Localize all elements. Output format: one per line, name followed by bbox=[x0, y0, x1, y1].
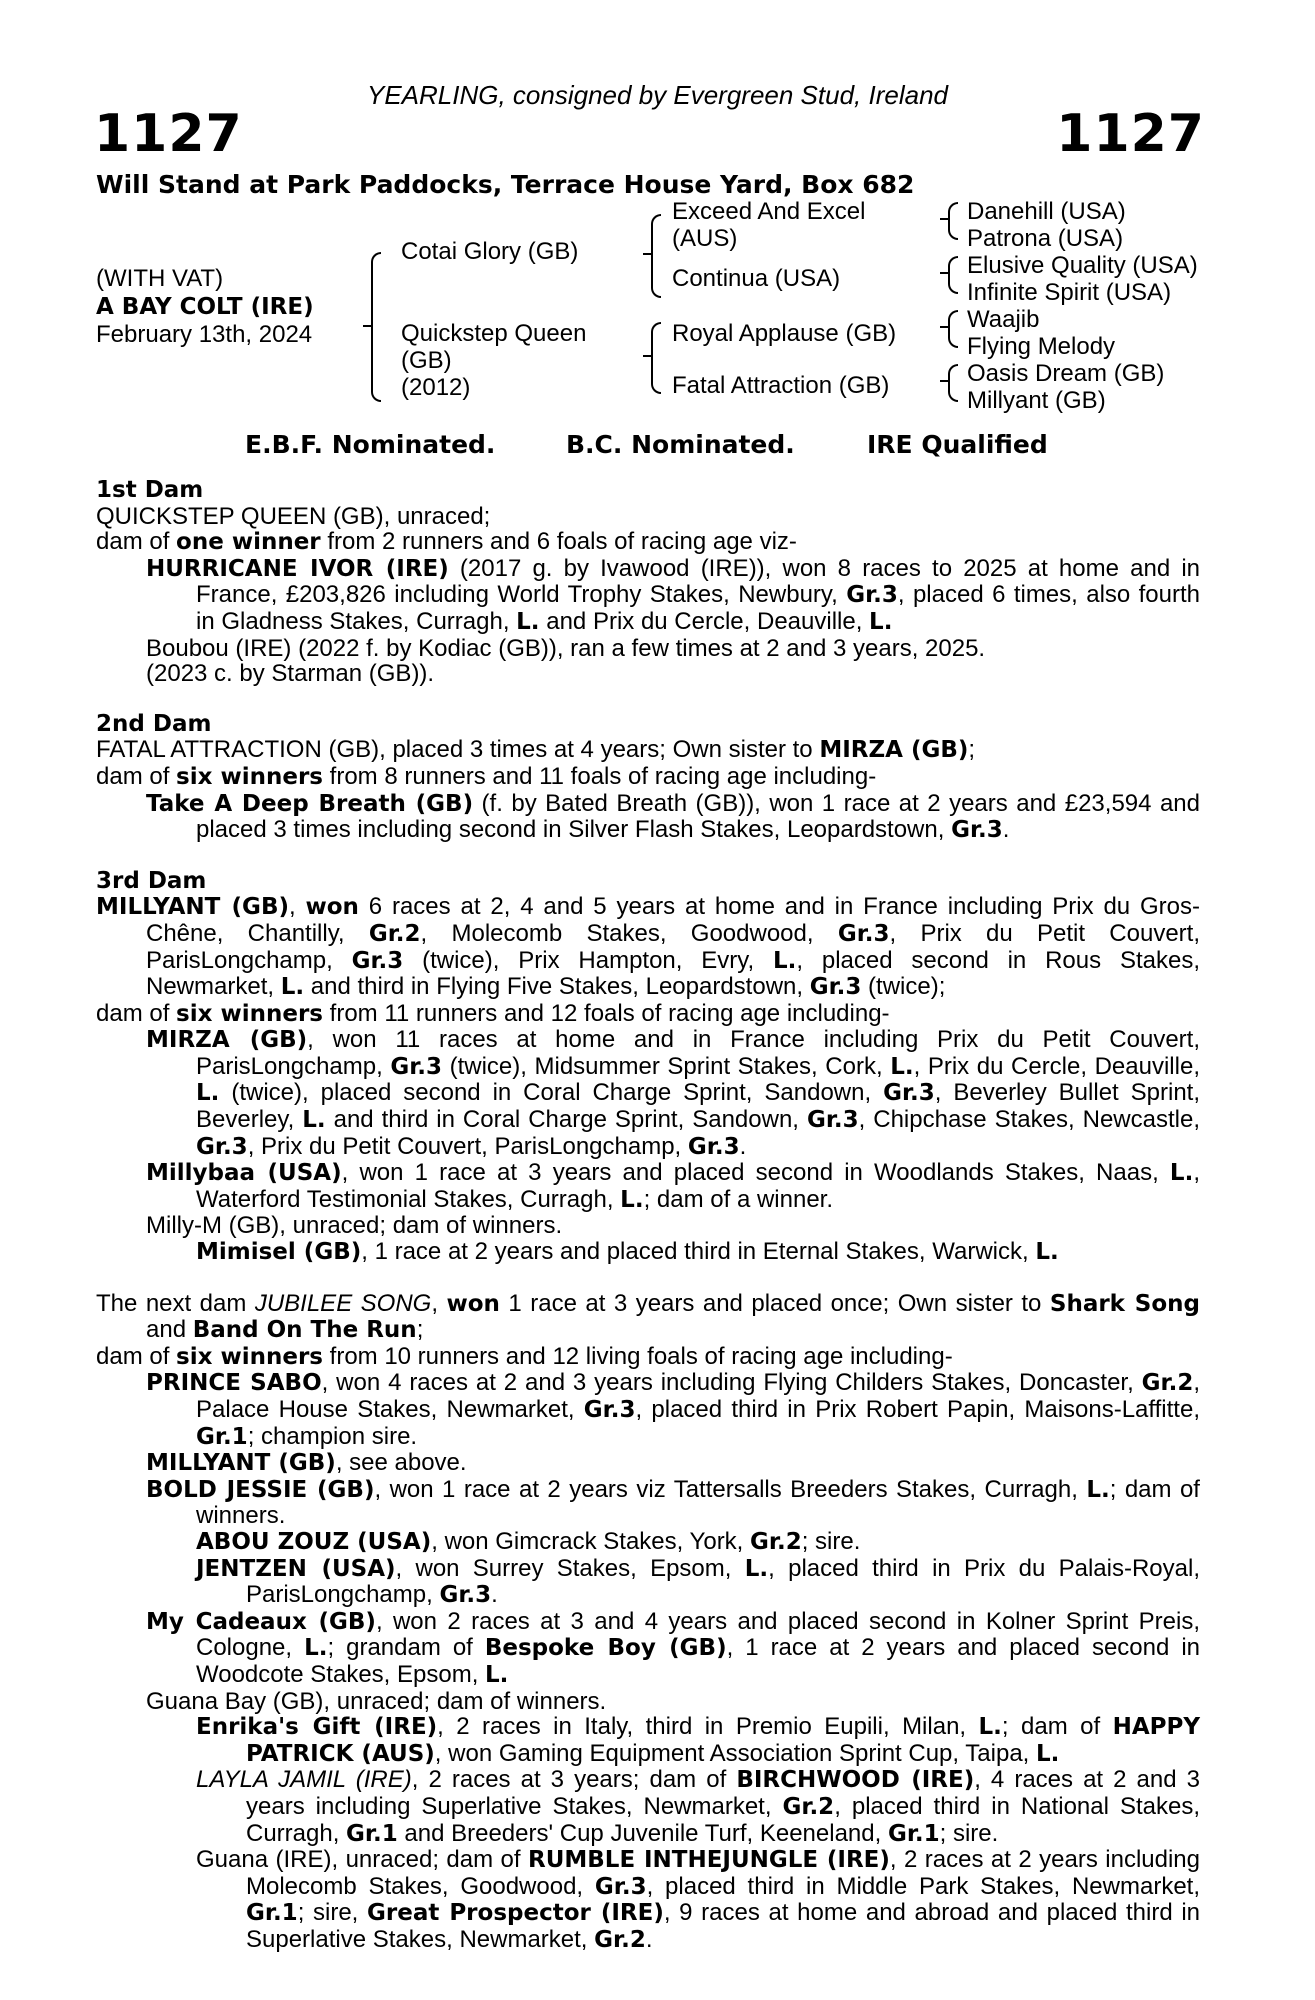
sss: Danehill (USA) bbox=[967, 198, 1126, 225]
progeny-jentzen: JENTZEN (USA), won Surrey Stakes, Epsom, L., placed third in Prix du Palais-Royal, ParisLongchamp, Gr.3. bbox=[196, 1554, 1200, 1609]
dam-sire: Royal Applause (GB) bbox=[672, 320, 897, 347]
sire-sire-1: Exceed And Excel bbox=[672, 198, 866, 225]
foaling-date: February 13th, 2024 bbox=[96, 321, 313, 348]
bc-nomination: B.C. Nominated. bbox=[566, 430, 795, 459]
vat-note: (WITH VAT) bbox=[96, 265, 224, 292]
sire: Cotai Glory (GB) bbox=[401, 238, 579, 265]
progeny-guana: Guana (IRE), unraced; dam of RUMBLE INTHEJUNGLE (IRE), 2 races at 2 years including Molecomb Stakes, Goodwood, Gr.3, placed third in Middle Park Stakes, Newmarket, Gr.1; sire, Great Prospector (IRE), 9 races at home and abroad and placed third in Superlative Stakes, Newmarket, Gr.2. bbox=[196, 1846, 1200, 1953]
brace-sire-point bbox=[643, 253, 651, 255]
dds: Oasis Dream (GB) bbox=[967, 360, 1165, 387]
third-dam-summary: dam of six winners from 11 runners and 12 foals of racing age including- bbox=[96, 999, 890, 1027]
brace-g3-4-point bbox=[940, 380, 948, 382]
brace-g3-3 bbox=[948, 310, 958, 348]
ddd: Millyant (GB) bbox=[967, 387, 1106, 414]
next-dam-line: The next dam JUBILEE SONG, won 1 race at 3 years and placed once; Own sister to Shark Song and Band On The Run; bbox=[96, 1289, 1200, 1344]
brace-sire bbox=[651, 214, 661, 298]
brace-g3-4 bbox=[948, 364, 958, 402]
second-dam-heading: 2nd Dam bbox=[96, 710, 212, 737]
first-dam-heading: 1st Dam bbox=[96, 477, 204, 503]
sds: Elusive Quality (USA) bbox=[967, 252, 1198, 279]
progeny-abou-zouz: ABOU ZOUZ (USA), won Gimcrack Stakes, York, Gr.2; sire. bbox=[196, 1527, 861, 1555]
progeny-enrikas-gift: Enrika's Gift (IRE), 2 races in Italy, third in Premio Eupili, Milan, L.; dam of HAPPY PATRICK (AUS), won Gaming Equipment Association Sprint Cup, Taipa, L. bbox=[196, 1713, 1201, 1767]
brace-g3-3-point bbox=[940, 326, 948, 328]
brace-dam bbox=[651, 322, 661, 394]
dam-dam: Fatal Attraction (GB) bbox=[672, 372, 890, 399]
next-dam-summary: dam of six winners from 10 runners and 12 living foals of racing age including- bbox=[96, 1342, 953, 1370]
horse-name: A BAY COLT (IRE) bbox=[96, 294, 314, 320]
progeny-millyant: MILLYANT (GB), see above. bbox=[146, 1449, 467, 1477]
progeny-bold-jessie: BOLD JESSIE (GB), won 1 race at 2 years viz Tattersalls Breeders Stakes, Curragh, L.; dam of winners. bbox=[146, 1475, 1200, 1530]
third-dam-heading: 3rd Dam bbox=[96, 867, 207, 894]
stand-location: Will Stand at Park Paddocks, Terrace House Yard, Box 682 bbox=[96, 170, 915, 199]
brace-g3-2 bbox=[948, 256, 958, 294]
second-dam-line: FATAL ATTRACTION (GB), placed 3 times at 4 years; Own sister to MIRZA (GB); bbox=[96, 736, 976, 764]
dam-line-1: Quickstep Queen bbox=[401, 320, 587, 347]
progeny-my-cadeaux: My Cadeaux (GB), won 2 races at 3 and 4 years and placed second in Kolner Sprint Preis, Cologne, L.; grandam of Bespoke Boy (GB), 1 race at 2 years and placed second in Woodcote Stakes, Epsom, L. bbox=[146, 1607, 1200, 1688]
brace-gen1 bbox=[371, 252, 381, 402]
ire-qualified: IRE Qualified bbox=[867, 430, 1048, 459]
sdd: Infinite Spirit (USA) bbox=[967, 279, 1172, 306]
progeny-millybaa: Millybaa (USA), won 1 race at 3 years and placed second in Woodlands Stakes, Naas, L., Waterford Testimonial Stakes, Curragh, L.; dam of a winner. bbox=[146, 1159, 1200, 1213]
progeny-milly-m: Milly-M (GB), unraced; dam of winners. bbox=[146, 1212, 563, 1240]
third-dam-line: MILLYANT (GB), won 6 races at 2, 4 and 5 years at home and in France including Prix du Gros-Chêne, Chantilly, Gr.2, Molecomb Stakes, Goodwood, Gr.3, Prix du Petit Couvert, ParisLongchamp, Gr.3 (twice), Prix Hampton, Evry, L., placed second in Rous Stakes, Newmarket, L. and third in Flying Five Stakes, Leopardstown, Gr.3 (twice); bbox=[96, 893, 1201, 1001]
progeny-2023-colt: (2023 c. by Starman (GB)). bbox=[146, 660, 435, 688]
progeny-boubou: Boubou (IRE) (2022 f. by Kodiac (GB)), ran a few times at 2 and 3 years, 2025. bbox=[146, 634, 986, 662]
sire-dam: Continua (USA) bbox=[672, 265, 841, 292]
progeny-hurricane-ivor: HURRICANE IVOR (IRE) (2017 g. by Ivawood (IRE)), won 8 races to 2025 at home and in France, £203,826 including World Trophy Stakes, Newbury, Gr.3, placed 6 times, also fourth in Gladness Stakes, Curragh, L. and Prix du Cercle, Deauville, L. bbox=[146, 554, 1201, 635]
ssd: Patrona (USA) bbox=[967, 225, 1124, 252]
brace-g3-1 bbox=[948, 202, 958, 240]
progeny-prince-sabo: PRINCE SABO, won 4 races at 2 and 3 years including Flying Childers Stakes, Doncaster, Gr.2, Palace House Stakes, Newmarket, Gr.3, placed third in Prix Robert Papin, Maisons-Laffitte, Gr.1; champion sire. bbox=[146, 1369, 1201, 1450]
dss: Waajib bbox=[967, 306, 1040, 333]
ebf-nomination: E.B.F. Nominated. bbox=[245, 430, 496, 459]
progeny-mirza: MIRZA (GB), won 11 races at home and in France including Prix du Petit Couvert, ParisLongchamp, Gr.3 (twice), Midsummer Sprint Stakes, Cork, L., Prix du Cercle, Deauville, L. (twice), placed second in Coral Charge Sprint, Sandown, Gr.3, Beverley Bullet Sprint, Beverley, L. and third in Coral Charge Sprint, Sandown, Gr.3, Chipchase Stakes, Newcastle, Gr.3, Prix du Petit Couvert, ParisLongchamp, Gr.3. bbox=[146, 1026, 1201, 1160]
dsd: Flying Melody bbox=[967, 333, 1116, 360]
brace-gen1-point bbox=[363, 325, 371, 327]
brace-g3-2-point bbox=[940, 272, 948, 274]
consignment-line: YEARLING, consigned by Evergreen Stud, Ireland bbox=[367, 80, 948, 110]
first-dam-line: QUICKSTEP QUEEN (GB), unraced; bbox=[96, 502, 491, 530]
lot-number-left: 1127 bbox=[94, 104, 243, 164]
progeny-layla-jamil: LAYLA JAMIL (IRE), 2 races at 3 years; dam of BIRCHWOOD (IRE), 4 races at 2 and 3 years including Superlative Stakes, Newmarket, Gr.2, placed third in National Stakes, Curragh, Gr.1 and Breeders' Cup Juvenile Turf, Keeneland, Gr.1; sire. bbox=[196, 1766, 1200, 1847]
progeny-guana-bay: Guana Bay (GB), unraced; dam of winners. bbox=[146, 1687, 607, 1715]
dam-line-2: (GB) bbox=[401, 347, 452, 374]
progeny-take-a-deep-breath: Take A Deep Breath (GB) (f. by Bated Breath (GB)), won 1 race at 2 years and £23,594 and placed 3 times including second in Silver Flash Stakes, Leopardstown, Gr.3. bbox=[146, 789, 1200, 844]
first-dam-summary: dam of one winner from 2 runners and 6 foals of racing age viz- bbox=[96, 528, 797, 556]
dam-line-3: (2012) bbox=[401, 374, 471, 401]
progeny-mimisel: Mimisel (GB), 1 race at 2 years and placed third in Eternal Stakes, Warwick, L. bbox=[196, 1238, 1059, 1266]
family-text bbox=[96, 478, 1200, 1953]
brace-dam-point bbox=[643, 355, 651, 357]
brace-g3-1-point bbox=[940, 218, 948, 220]
sire-sire-2: (AUS) bbox=[672, 225, 738, 252]
lot-number-right: 1127 bbox=[1056, 104, 1205, 164]
second-dam-summary: dam of six winners from 8 runners and 11 foals of racing age including- bbox=[96, 762, 877, 790]
